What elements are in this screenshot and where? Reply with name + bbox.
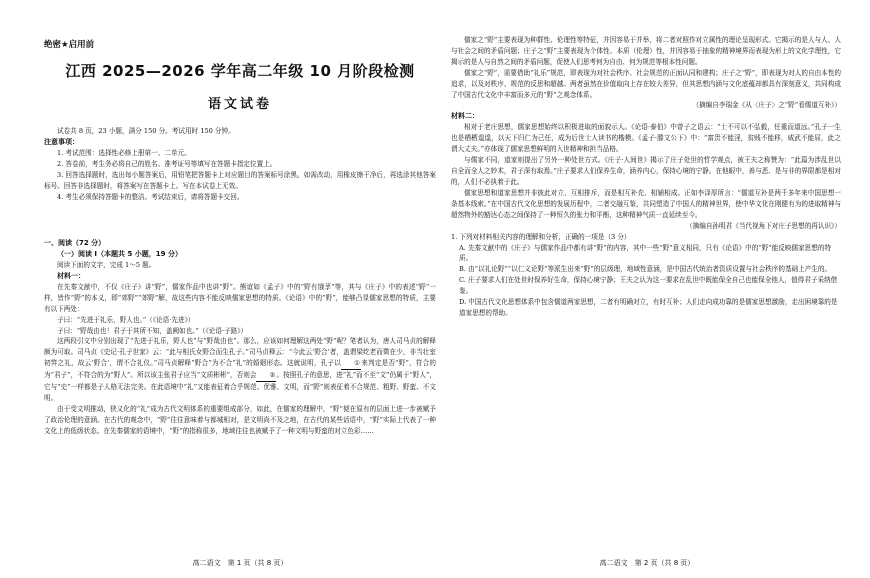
material-2-heading: 材料二：	[451, 112, 479, 121]
left-column	[44, 0, 436, 578]
exam-description: 试卷共 8 页，23 小题，满分 150 分。考试用时 150 分钟。	[57, 127, 235, 135]
reading-instruction: 阅读下面的文字，完成 1～5 题。	[57, 261, 156, 269]
material-1-heading: 材料一：	[57, 271, 85, 280]
subsection-heading: （一）阅读 I（本题共 5 小题，19 分）	[57, 250, 182, 258]
material-paragraph: 儒家思想和道家思想并非彼此对立、互相排斥，而是相互补充、相辅相成。正如李泽厚所言：“儒道互补是两千多年来中国思想一条基本线索。”在中国古代文化思想的发展历程中，二者交融互鉴，共同塑造了中国人的精神世界，使中华文化在刚健有为的进取精神与超然物外的豁达心态之间保持了一种恒久的张力和平衡，这种精神气质一直延续至今。	[451, 188, 841, 219]
option-a: A. 先秦文献中的《庄子》与儒家作品中都有讲“野”的内容，其中一些“野”意义相同，只有《论语》中的“野”能反映儒家思想的特质。	[459, 243, 832, 263]
source-citation-2: （摘编自孙明君《当代视角下对庄子思想的再认识》）	[686, 221, 841, 230]
option-b: B. 由“以礼论野”“以仁义论野”等派生出来“野”的层级理，地域性意涵，是中国古代统治者资质设置与社会秩序的基础上产生的。	[459, 265, 832, 274]
notice-item: 1. 考试范围：选择性必修上册第一、二单元。	[57, 148, 191, 157]
reading-section	[44, 238, 436, 437]
notice-item: 2. 答卷前，考生务必将自己的姓名、准考证号等填写在答题卡指定位置上。	[57, 159, 277, 168]
question-1: 1. 下列对材料相关内容的理解和分析，正确的一项是（3 分）	[451, 232, 631, 241]
material-paragraph: 在先秦文献中，不仅《庄子》讲“野”，儒家作品中也讲“野”。熊谊如《孟子》中的“野有饿莩”等，其与《庄子》中的表述“野”一样，皆作“野”的本义，即“郊野”“郊野”解，故这些内容不能反映儒家思想的特质。《论语》中的“野”，能够凸显儒家思想的特质，主要有以下两处：	[44, 282, 436, 313]
notice-item: 3. 回答选择题时，选出每小题答案后，用铅笔把答题卡上对应题目的答案标号涂黑。如需改动，用橡皮擦干净后，再选涂其他答案标号。回答非选择题时，将答案写在答题卡上。写在本试卷上无效。	[44, 170, 436, 190]
page-footer-right: 高二语文 第 2 页（共 8 页）	[599, 559, 695, 567]
right-column	[451, 0, 841, 578]
notice-item: 4. 考生必须保持答题卡的整洁。考试结束后，请将答题卡交回。	[57, 192, 244, 201]
quote-line: 子曰：“先进于礼乐，野人也。”（《论语·先进》）	[57, 315, 195, 324]
exam-title: 江西 2025—2026 学年高二年级 10 月阶段检测	[65, 62, 415, 80]
material-paragraph: 由于受文明推动，狭义化的“礼”成为古代文明体系的重要组成部分，如此，在儒家的理解中，“野”便在原有的层面上进一步被赋予了政治伦理的意涵。在古代的观念中，“野”往往意味着与都城相对，是文明尚不及之地，在古代的某些话语中，“野”实际上代表了一种文化上的低级状态。在先秦儒家的语境中，“野”的指称很多，地域往往也被赋予了一种文明与野蛮的对立色彩……	[44, 404, 436, 435]
material-paragraph: 相对于老庄思想，儒家思想始终以积极进取的面貌示人。《论语·泰伯》中曾子之语云：“士不可以不弘毅，任重而道远。”孔子一生也是栖栖遑遑，以天下归仁为己任，成为后世士人读书的楷模。《孟子·滕文公下》中：“富贵不能淫，贫贱不能移，威武不能屈，此之谓大丈夫。”亦体现了儒家思想鲜明的入世精神和担当品格。	[451, 123, 841, 154]
confidential-mark: 绝密★启用前	[44, 40, 95, 50]
option-c: C. 庄子要求人们在处世时保养好生命，保持心境宁静；王夫之认为这一要求在乱世中既能保全自己也能保全他人，值得君子采纳借鉴。	[459, 276, 838, 296]
material-paragraph: 这两段引文中分别出现了“先进于礼乐，野人也”与“野哉由也”。那么，应该如何理解这两处“野”呢？笔者认为，唐人司马贞的解释颇为可取。司马贞《史记·孔子世家》云：“此与相氏女野合而生孔子。”司马贞释云：“今此云‘野合’者，盖谓梁纥老而徵在少，非当壮室初笄之礼，故云‘野合’，谓不合礼仪。”司马贞解释“野合”为不合“礼”的婚姻形态。这就说明，孔子以 ①来判定是否“野”，符合的为“君子”，不符合的为“野人”。所以该主张君子应当“文质彬彬”，否则会 ②。按照孔子的意思，进“礼”而不至“文”仍属于“野人”，它与“史”一样都是子人格无法完美。在此语境中“礼”又能表征着合乎规范、优雅、文明，而“野”则表征着不合规范、粗野、野蛮、不文明。	[44, 337, 436, 402]
source-citation-1: （摘编自李瑞金《从〈庄子〉之“野”看儒道互补》）	[692, 101, 841, 110]
quote-line: 子曰：“野哉由也！君子于其所不知，盖阙如也。”（《论语·子路》）	[57, 326, 248, 335]
blank-1: ①	[341, 358, 361, 370]
blank-2: ②	[256, 370, 276, 382]
notice-heading: 注意事项：	[44, 137, 79, 146]
section-heading: 一、阅读（72 分）	[44, 239, 106, 247]
exam-info	[44, 126, 436, 202]
option-d: D. 中国古代文化思想体系中包含儒道两家思想，二者有明确对立，有时互补；人们走向成功靠的是儒家思想激励，走出困境靠的是道家思想的帮助。	[459, 298, 838, 317]
material-paragraph: 儒家之“野”主要表现为种群性、伦理性等特征，并因容易于并举，将二者对照作对立属性的理论呈现形式。它揭示的是人与人、人与社会之间的矛盾问题；庄子之“野”主要表现为个体性、本质（伦理）性，并因容易于抽象的精神境界而表现为形上的文化学理性，它揭示的是人与自然之间的矛盾问题，促使人们思考何为自由、何为规范等根本性问题。	[451, 36, 841, 66]
right-content	[451, 35, 841, 319]
subject-title: 语文试卷	[207, 97, 272, 112]
material-paragraph: 儒家之“野”，需要借助“礼乐”规范，即表现为对社会秩序、社会规范的正面认同和建构；庄子之“野”，即表现为对人的自由本性的追求，以及对秩序、规范的反思和超越。两者虽然在价值取向上存在较大差异，但其思想内涵与文化底蕴却都具有深刻意义，共同构成了中国古代文化中丰富而多元的“野”之观念体系。	[451, 68, 841, 99]
material-paragraph: 与儒家不同，道家则提出了另外一种处世方式。《庄子·人间世》揭示了庄子处世的哲学观点，被王夫之称赞为：“此篇为涉乱世以自全而全人之妙术，君子深有取焉。”庄子要求人们保养生命，涵养内心，保持心境的宁静。在他眼中，善与恶、是与非的界限都是相对的，人们不必执着于此。	[451, 156, 841, 186]
page-footer-left: 高二语文 第 1 页（共 8 页）	[192, 559, 288, 567]
